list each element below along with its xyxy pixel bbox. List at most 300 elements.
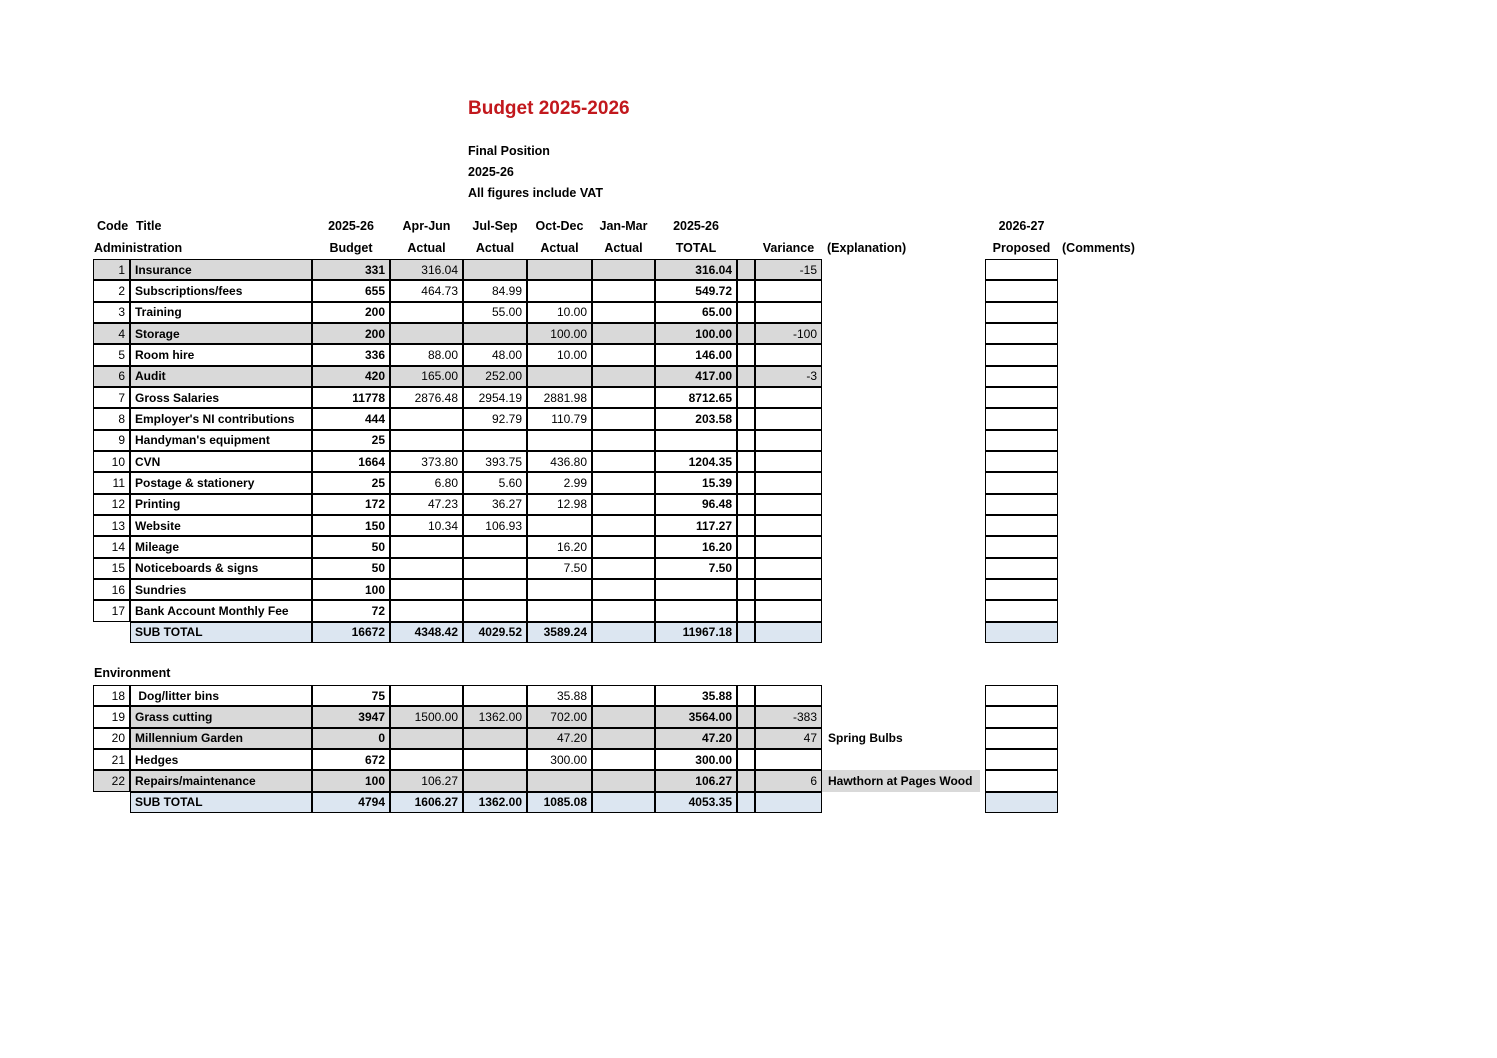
- cell-oct-dec-actual: [527, 259, 592, 280]
- cell-spacer: [737, 323, 755, 344]
- cell-spacer: [737, 280, 755, 301]
- cell-budget: 1664: [312, 451, 390, 472]
- cell-spacer: [737, 344, 755, 365]
- cell-total: 16.20: [655, 536, 737, 557]
- proposed-cell: [985, 600, 1058, 621]
- cell-budget: 172: [312, 494, 390, 515]
- cell-spacer: [737, 558, 755, 579]
- cell-budget: 100: [312, 770, 390, 791]
- cell-jan-mar-actual: [592, 387, 655, 408]
- cell-budget: 655: [312, 280, 390, 301]
- cell-explanation: [822, 515, 980, 536]
- cell-code: 16: [93, 579, 130, 600]
- cell-variance: -100: [755, 323, 822, 344]
- cell-apr-jun-actual: 1606.27: [390, 792, 463, 813]
- cell-oct-dec-actual: 12.98: [527, 494, 592, 515]
- cell-budget: 4794: [312, 792, 390, 813]
- cell-jul-sep-actual: 2954.19: [463, 387, 527, 408]
- proposed-cell: [985, 706, 1058, 727]
- cell-code: 5: [93, 344, 130, 365]
- cell-code: 20: [93, 728, 130, 749]
- cell-title: Handyman's equipment: [130, 430, 312, 451]
- cell-code: 21: [93, 749, 130, 770]
- cell-jul-sep-actual: 36.27: [463, 494, 527, 515]
- cell-explanation: [822, 344, 980, 365]
- cell-spacer: [737, 706, 755, 727]
- table-row: [93, 259, 980, 280]
- cell-apr-jun-actual: [390, 302, 463, 323]
- proposed-cell: [985, 728, 1058, 749]
- cell-variance: [755, 408, 822, 429]
- cell-spacer: [737, 749, 755, 770]
- cell-oct-dec-actual: 702.00: [527, 706, 592, 727]
- subtitle-block: [468, 141, 603, 204]
- cell-total: 417.00: [655, 366, 737, 387]
- cell-title: Printing: [130, 494, 312, 515]
- cell-code: [93, 622, 130, 643]
- cell-title: Sundries: [130, 579, 312, 600]
- cell-total: 4053.35: [655, 792, 737, 813]
- cell-jan-mar-actual: [592, 280, 655, 301]
- cell-explanation: [822, 494, 980, 515]
- subtitle-year: 2025-26: [468, 165, 514, 179]
- cell-apr-jun-actual: [390, 430, 463, 451]
- cell-explanation: [822, 685, 980, 706]
- header-comments: (Comments): [1062, 241, 1135, 255]
- proposed-subtotal-cell: [985, 622, 1058, 643]
- cell-jan-mar-actual: [592, 515, 655, 536]
- cell-variance: [755, 792, 822, 813]
- proposed-cell: [985, 515, 1058, 536]
- cell-total: 146.00: [655, 344, 737, 365]
- cell-code: 12: [93, 494, 130, 515]
- cell-budget: 200: [312, 323, 390, 344]
- table-row: [93, 366, 980, 387]
- cell-apr-jun-actual: 464.73: [390, 280, 463, 301]
- cell-total: 3564.00: [655, 706, 737, 727]
- cell-apr-jun-actual: 1500.00: [390, 706, 463, 727]
- administration-proposed-column: [985, 259, 1058, 643]
- cell-jul-sep-actual: 252.00: [463, 366, 527, 387]
- header-section-administration: Administration: [94, 241, 183, 255]
- cell-explanation: Spring Bulbs: [828, 731, 903, 746]
- cell-explanation: [822, 706, 980, 727]
- cell-variance: [755, 494, 822, 515]
- cell-apr-jun-actual: 88.00: [390, 344, 463, 365]
- table-row: [93, 770, 980, 791]
- header-budget: Budget: [329, 241, 373, 255]
- proposed-cell: [985, 494, 1058, 515]
- cell-apr-jun-actual: [390, 323, 463, 344]
- cell-apr-jun-actual: 316.04: [390, 259, 463, 280]
- cell-apr-jun-actual: 10.34: [390, 515, 463, 536]
- cell-code: 17: [93, 600, 130, 621]
- table-row: [93, 280, 980, 301]
- cell-oct-dec-actual: 10.00: [527, 344, 592, 365]
- environment-proposed-column: [985, 685, 1058, 813]
- cell-title: Mileage: [130, 536, 312, 557]
- cell-total: 117.27: [655, 515, 737, 536]
- cell-jul-sep-actual: 48.00: [463, 344, 527, 365]
- cell-jan-mar-actual: [592, 728, 655, 749]
- cell-budget: 72: [312, 600, 390, 621]
- header-code: Code: [97, 219, 129, 233]
- header-oct-dec: Oct-Dec: [535, 219, 584, 233]
- cell-apr-jun-actual: 106.27: [390, 770, 463, 791]
- cell-explanation: [822, 302, 980, 323]
- cell-total: [655, 430, 737, 451]
- cell-jul-sep-actual: [463, 685, 527, 706]
- cell-explanation: [822, 259, 980, 280]
- proposed-cell: [985, 280, 1058, 301]
- cell-apr-jun-actual: [390, 536, 463, 557]
- proposed-cell: [985, 749, 1058, 770]
- header-explanation: (Explanation): [827, 241, 907, 255]
- cell-explanation: [822, 323, 980, 344]
- cell-total: 35.88: [655, 685, 737, 706]
- cell-budget: 0: [312, 728, 390, 749]
- cell-jan-mar-actual: [592, 706, 655, 727]
- cell-jul-sep-actual: 5.60: [463, 472, 527, 493]
- cell-code: 9: [93, 430, 130, 451]
- cell-oct-dec-actual: 436.80: [527, 451, 592, 472]
- cell-code: 18: [93, 685, 130, 706]
- cell-explanation: [822, 280, 980, 301]
- cell-jan-mar-actual: [592, 259, 655, 280]
- cell-jan-mar-actual: [592, 770, 655, 791]
- cell-spacer: [737, 387, 755, 408]
- cell-jan-mar-actual: [592, 749, 655, 770]
- cell-title: Postage & stationery: [130, 472, 312, 493]
- cell-title: Room hire: [130, 344, 312, 365]
- cell-budget: 200: [312, 302, 390, 323]
- environment-section-label: Environment: [94, 666, 171, 680]
- cell-budget: 444: [312, 408, 390, 429]
- cell-jul-sep-actual: 4029.52: [463, 622, 527, 643]
- proposed-cell: [985, 558, 1058, 579]
- cell-title: Subscriptions/fees: [130, 280, 312, 301]
- cell-title: Employer's NI contributions: [130, 408, 312, 429]
- cell-oct-dec-actual: [527, 770, 592, 791]
- cell-oct-dec-actual: [527, 579, 592, 600]
- cell-variance: [755, 558, 822, 579]
- cell-variance: [755, 579, 822, 600]
- cell-oct-dec-actual: 100.00: [527, 323, 592, 344]
- cell-title: Noticeboards & signs: [130, 558, 312, 579]
- cell-explanation: [822, 558, 980, 579]
- cell-total: 106.27: [655, 770, 737, 791]
- cell-oct-dec-actual: [527, 430, 592, 451]
- cell-apr-jun-actual: [390, 579, 463, 600]
- cell-budget: 11778: [312, 387, 390, 408]
- cell-jan-mar-actual: [592, 366, 655, 387]
- cell-oct-dec-actual: [527, 366, 592, 387]
- header-jan-mar: Jan-Mar: [599, 219, 648, 233]
- cell-jan-mar-actual: [592, 472, 655, 493]
- table-row: [93, 600, 980, 621]
- cell-variance: -15: [755, 259, 822, 280]
- cell-variance: [755, 430, 822, 451]
- cell-subtotal-label: SUB TOTAL: [130, 792, 312, 813]
- cell-budget: 25: [312, 430, 390, 451]
- cell-jul-sep-actual: [463, 600, 527, 621]
- cell-apr-jun-actual: [390, 728, 463, 749]
- cell-apr-jun-actual: [390, 749, 463, 770]
- cell-explanation: [822, 451, 980, 472]
- cell-total: [655, 600, 737, 621]
- cell-jul-sep-actual: 55.00: [463, 302, 527, 323]
- environment-table: [93, 685, 980, 813]
- cell-spacer: [737, 408, 755, 429]
- table-row: [93, 558, 980, 579]
- header-proposed-year: 2026-27: [998, 219, 1045, 233]
- cell-jul-sep-actual: 1362.00: [463, 792, 527, 813]
- cell-oct-dec-actual: 7.50: [527, 558, 592, 579]
- cell-spacer: [737, 366, 755, 387]
- cell-spacer: [737, 622, 755, 643]
- cell-spacer: [737, 536, 755, 557]
- cell-budget: 100: [312, 579, 390, 600]
- cell-variance: [755, 344, 822, 365]
- cell-oct-dec-actual: [527, 515, 592, 536]
- cell-oct-dec-actual: 300.00: [527, 749, 592, 770]
- cell-title: Website: [130, 515, 312, 536]
- cell-code: 14: [93, 536, 130, 557]
- cell-code: 22: [93, 770, 130, 791]
- cell-title: Insurance: [130, 259, 312, 280]
- cell-spacer: [737, 728, 755, 749]
- cell-jul-sep-actual: [463, 749, 527, 770]
- table-row: [93, 451, 980, 472]
- cell-variance: [755, 472, 822, 493]
- cell-explanation: [822, 622, 980, 643]
- cell-variance: 47: [755, 728, 822, 749]
- table-row: [93, 387, 980, 408]
- cell-budget: 25: [312, 472, 390, 493]
- table-row: [93, 494, 980, 515]
- cell-total: 47.20: [655, 728, 737, 749]
- cell-jul-sep-actual: [463, 430, 527, 451]
- cell-title: Grass cutting: [130, 706, 312, 727]
- cell-budget: 336: [312, 344, 390, 365]
- cell-oct-dec-actual: [527, 600, 592, 621]
- cell-apr-jun-actual: [390, 408, 463, 429]
- proposed-cell: [985, 366, 1058, 387]
- cell-spacer: [737, 579, 755, 600]
- cell-code: 10: [93, 451, 130, 472]
- cell-code: 2: [93, 280, 130, 301]
- proposed-cell: [985, 579, 1058, 600]
- cell-explanation: [822, 472, 980, 493]
- table-row: [93, 706, 980, 727]
- cell-budget: 672: [312, 749, 390, 770]
- subtitle-final-position: Final Position: [468, 144, 550, 158]
- table-row: [93, 302, 980, 323]
- table-row: [93, 685, 980, 706]
- header-total-year: 2025-26: [673, 219, 719, 233]
- cell-variance: -3: [755, 366, 822, 387]
- cell-variance: [755, 536, 822, 557]
- cell-spacer: [737, 685, 755, 706]
- table-row: [93, 408, 980, 429]
- cell-apr-jun-actual: 165.00: [390, 366, 463, 387]
- cell-spacer: [737, 770, 755, 791]
- cell-variance: [755, 685, 822, 706]
- page-title: Budget 2025-2026: [468, 98, 630, 119]
- header-jul-sep: Jul-Sep: [472, 219, 518, 233]
- cell-apr-jun-actual: [390, 685, 463, 706]
- table-row: [93, 515, 980, 536]
- cell-code: 15: [93, 558, 130, 579]
- cell-jan-mar-actual: [592, 622, 655, 643]
- proposed-cell: [985, 323, 1058, 344]
- cell-total: 96.48: [655, 494, 737, 515]
- cell-spacer: [737, 515, 755, 536]
- proposed-cell: [985, 430, 1058, 451]
- cell-jul-sep-actual: [463, 558, 527, 579]
- cell-subtotal-label: SUB TOTAL: [130, 622, 312, 643]
- cell-title: Millennium Garden: [130, 728, 312, 749]
- proposed-cell: [985, 259, 1058, 280]
- cell-budget: 331: [312, 259, 390, 280]
- cell-oct-dec-actual: 10.00: [527, 302, 592, 323]
- cell-code: [93, 792, 130, 813]
- cell-jan-mar-actual: [592, 344, 655, 365]
- cell-jan-mar-actual: [592, 600, 655, 621]
- cell-apr-jun-actual: 47.23: [390, 494, 463, 515]
- cell-variance: [755, 515, 822, 536]
- table-row: [93, 344, 980, 365]
- cell-total: [655, 579, 737, 600]
- cell-budget: 50: [312, 558, 390, 579]
- cell-total: 7.50: [655, 558, 737, 579]
- cell-jul-sep-actual: [463, 728, 527, 749]
- cell-variance: [755, 622, 822, 643]
- cell-variance: [755, 749, 822, 770]
- cell-jan-mar-actual: [592, 558, 655, 579]
- cell-total: 316.04: [655, 259, 737, 280]
- cell-variance: [755, 302, 822, 323]
- cell-code: 7: [93, 387, 130, 408]
- cell-jul-sep-actual: 106.93: [463, 515, 527, 536]
- cell-jan-mar-actual: [592, 451, 655, 472]
- cell-budget: 150: [312, 515, 390, 536]
- cell-jul-sep-actual: [463, 770, 527, 791]
- cell-total: 203.58: [655, 408, 737, 429]
- cell-total: 11967.18: [655, 622, 737, 643]
- proposed-cell: [985, 472, 1058, 493]
- cell-oct-dec-actual: 3589.24: [527, 622, 592, 643]
- administration-table: [93, 259, 980, 643]
- cell-total: 100.00: [655, 323, 737, 344]
- cell-variance: -383: [755, 706, 822, 727]
- cell-jul-sep-actual: 92.79: [463, 408, 527, 429]
- cell-title: Repairs/maintenance: [130, 770, 312, 791]
- cell-explanation: [822, 600, 980, 621]
- proposed-cell: [985, 408, 1058, 429]
- proposed-cell: [985, 451, 1058, 472]
- header-actual-q4: Actual: [604, 241, 643, 255]
- proposed-cell: [985, 685, 1058, 706]
- cell-apr-jun-actual: 4348.42: [390, 622, 463, 643]
- cell-title: Dog/litter bins: [130, 685, 312, 706]
- subtotal-row: [93, 792, 980, 813]
- cell-jul-sep-actual: [463, 579, 527, 600]
- header-budget-year: 2025-26: [328, 219, 374, 233]
- cell-explanation: Hawthorn at Pages Wood: [822, 770, 980, 791]
- cell-jul-sep-actual: 1362.00: [463, 706, 527, 727]
- cell-spacer: [737, 600, 755, 621]
- cell-explanation: [822, 579, 980, 600]
- cell-total: 300.00: [655, 749, 737, 770]
- cell-budget: 16672: [312, 622, 390, 643]
- cell-oct-dec-actual: 2.99: [527, 472, 592, 493]
- cell-oct-dec-actual: [527, 280, 592, 301]
- cell-spacer: [737, 259, 755, 280]
- cell-jan-mar-actual: [592, 579, 655, 600]
- cell-spacer: [737, 792, 755, 813]
- cell-code: 4: [93, 323, 130, 344]
- header-title: Title: [136, 219, 162, 233]
- cell-code: 3: [93, 302, 130, 323]
- cell-budget: 3947: [312, 706, 390, 727]
- cell-budget: 50: [312, 536, 390, 557]
- cell-spacer: [737, 472, 755, 493]
- proposed-cell: [985, 770, 1058, 791]
- header-variance: Variance: [762, 241, 815, 255]
- cell-code: 13: [93, 515, 130, 536]
- proposed-cell: [985, 302, 1058, 323]
- cell-spacer: [737, 430, 755, 451]
- header-actual-q2: Actual: [475, 241, 515, 255]
- cell-jul-sep-actual: 84.99: [463, 280, 527, 301]
- cell-spacer: [737, 494, 755, 515]
- header-actual-q1: Actual: [407, 241, 446, 255]
- cell-jul-sep-actual: [463, 259, 527, 280]
- cell-jan-mar-actual: [592, 792, 655, 813]
- cell-total: 549.72: [655, 280, 737, 301]
- cell-total: 8712.65: [655, 387, 737, 408]
- cell-budget: 420: [312, 366, 390, 387]
- cell-total: 65.00: [655, 302, 737, 323]
- cell-explanation: [822, 387, 980, 408]
- cell-total: 15.39: [655, 472, 737, 493]
- cell-oct-dec-actual: 1085.08: [527, 792, 592, 813]
- cell-total: 1204.35: [655, 451, 737, 472]
- cell-oct-dec-actual: 110.79: [527, 408, 592, 429]
- cell-variance: [755, 451, 822, 472]
- cell-apr-jun-actual: 2876.48: [390, 387, 463, 408]
- cell-apr-jun-actual: 6.80: [390, 472, 463, 493]
- cell-explanation: [822, 408, 980, 429]
- proposed-subtotal-cell: [985, 792, 1058, 813]
- cell-budget: 75: [312, 685, 390, 706]
- cell-explanation: [822, 366, 980, 387]
- cell-title: CVN: [130, 451, 312, 472]
- table-row: [93, 749, 980, 770]
- cell-title: Audit: [130, 366, 312, 387]
- cell-jan-mar-actual: [592, 302, 655, 323]
- cell-spacer: [737, 451, 755, 472]
- cell-oct-dec-actual: 2881.98: [527, 387, 592, 408]
- cell-explanation: [822, 792, 980, 813]
- cell-jan-mar-actual: [592, 430, 655, 451]
- cell-variance: 6: [755, 770, 822, 791]
- cell-jan-mar-actual: [592, 685, 655, 706]
- cell-code: 19: [93, 706, 130, 727]
- proposed-cell: [985, 536, 1058, 557]
- cell-jan-mar-actual: [592, 408, 655, 429]
